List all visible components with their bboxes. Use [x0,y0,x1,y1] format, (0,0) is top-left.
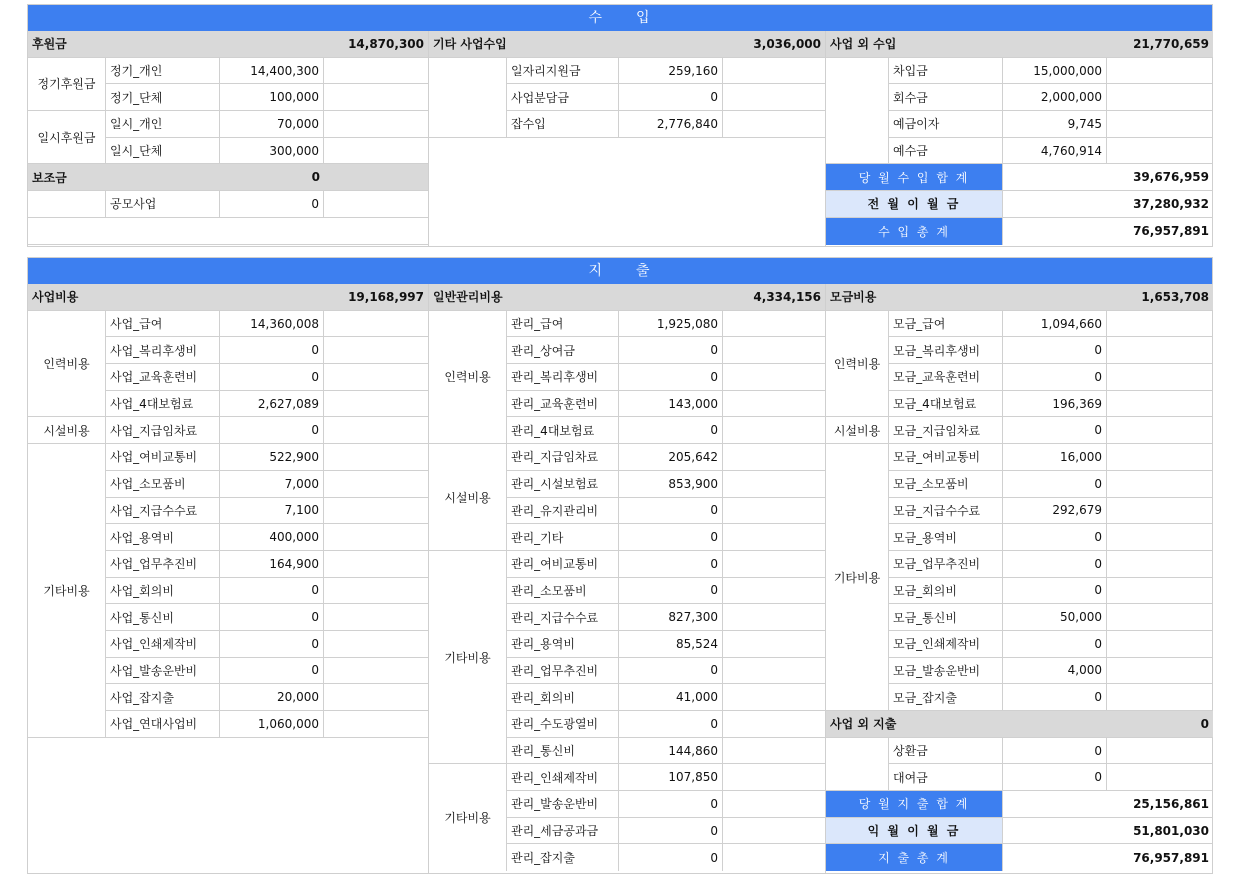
item-label: 모금_소모품비 [889,471,1003,498]
empty-cell [324,604,428,631]
empty-cell [723,84,825,111]
empty-cell [324,417,428,444]
carry-forward-value: 51,801,030 [1003,818,1213,845]
item-label: 관리_여비교통비 [507,551,619,578]
carried-over-value: 37,280,932 [1003,191,1213,218]
item-value: 20,000 [220,684,324,711]
item-value: 0 [619,658,723,685]
item-value: 0 [220,417,324,444]
item-value: 0 [619,818,723,845]
item-label: 일시_개인 [106,111,220,138]
item-value: 0 [1003,417,1107,444]
item-label: 관리_잡지출 [507,844,619,871]
item-value: 15,000,000 [1003,58,1107,85]
item-label: 사업_지급수수료 [106,498,220,525]
item-label: 차입금 [889,58,1003,85]
empty-cell [723,58,825,85]
item-label: 관리_인쇄제작비 [507,764,619,791]
item-label: 관리_발송운반비 [507,791,619,818]
empty-cell [723,711,825,738]
group-personnel: 인력비용 [826,311,889,418]
item-label: 관리_통신비 [507,738,619,765]
item-label: 일시_단체 [106,138,220,165]
empty-cell [723,578,825,605]
item-value: 9,745 [1003,111,1107,138]
income-grand-total-value: 76,957,891 [1133,224,1209,239]
item-label: 사업_발송운반비 [106,658,220,685]
item-label: 모금_4대보험료 [889,391,1003,418]
empty-cell [324,578,428,605]
group-personnel: 인력비용 [429,311,507,444]
business-expense-header: 사업비용 [28,284,220,311]
item-label: 사업_급여 [106,311,220,338]
item-label: 관리_복리후생비 [507,364,619,391]
empty-cell [1107,498,1213,525]
other-business-total: 3,036,000 [619,31,825,58]
item-value: 259,160 [619,58,723,85]
empty-cell [1107,684,1213,711]
item-value: 0 [619,578,723,605]
group-regular: 정기후원금 [28,58,106,111]
item-value: 2,627,089 [220,391,324,418]
item-label: 관리_교육훈련비 [507,391,619,418]
item-value: 164,900 [220,551,324,578]
empty-cell [723,337,825,364]
item-value: 70,000 [220,111,324,138]
item-label: 회수금 [889,84,1003,111]
item-value: 0 [220,337,324,364]
fundraising-expense-column [826,284,1214,873]
empty-cell [1107,551,1213,578]
empty-cell [1107,138,1213,165]
empty-cell [1107,471,1213,498]
sponsorship-total: 14,870,300 [220,31,428,58]
empty-cell [723,764,825,791]
item-value: 292,679 [1003,498,1107,525]
item-label: 관리_기타 [507,524,619,551]
empty-cell [324,391,428,418]
item-label: 모금_여비교통비 [889,444,1003,471]
group-onetime: 일시후원금 [28,111,106,164]
item-value: 2,776,840 [619,111,723,138]
item-value: 0 [619,337,723,364]
empty-cell [1107,364,1213,391]
item-label: 관리_시설보험료 [507,471,619,498]
item-value: 522,900 [220,444,324,471]
item-value: 107,850 [619,764,723,791]
empty-cell [723,524,825,551]
item-label: 잡수입 [507,111,619,138]
item-label: 모금_통신비 [889,604,1003,631]
empty-cell [723,471,825,498]
monthly-expense-total-value: 25,156,861 [1003,791,1213,818]
carry-forward-label: 익 월 이 월 금 [826,818,1003,845]
item-value: 85,524 [619,631,723,658]
expense-grand-total-label: 지 출 총 계 [826,844,1003,871]
monthly-income-total-value: 39,676,959 [1003,164,1213,191]
empty-cell [723,551,825,578]
item-label: 모금_회의비 [889,578,1003,605]
item-value: 300,000 [220,138,324,165]
group-other: 기타비용 [28,444,106,738]
item-value: 0 [619,498,723,525]
fundraising-expense-total: 1,653,708 [1003,284,1213,311]
item-label: 예수금 [889,138,1003,165]
item-value: 100,000 [220,84,324,111]
item-value: 0 [1003,684,1107,711]
item-label: 관리_상여금 [507,337,619,364]
item-value: 853,900 [619,471,723,498]
empty-cell [324,111,428,138]
item-value: 41,000 [619,684,723,711]
item-value: 0 [1003,471,1107,498]
item-label: 관리_급여 [507,311,619,338]
empty-cell [324,444,428,471]
item-label: 사업_연대사업비 [106,711,220,738]
income-section [27,4,1213,247]
empty-cell [1107,444,1213,471]
item-label: 모금_급여 [889,311,1003,338]
item-label: 사업_소모품비 [106,471,220,498]
item-label: 모금_복리후생비 [889,337,1003,364]
item-label: 사업분담금 [507,84,619,111]
item-value: 0 [1003,738,1107,765]
expense-section [27,257,1213,874]
item-label: 모금_교육훈련비 [889,364,1003,391]
group-other-2: 기타비용 [429,764,507,871]
empty-cell [324,684,428,711]
empty-cell [1107,337,1213,364]
item-value: 50,000 [1003,604,1107,631]
empty-cell [723,444,825,471]
monthly-income-total-label: 당 월 수 입 합 계 [826,164,1003,191]
item-label: 관리_유지관리비 [507,498,619,525]
item-label: 모금_인쇄제작비 [889,631,1003,658]
item-label: 상환금 [889,738,1003,765]
empty-cell [1107,391,1213,418]
empty-cell [1107,311,1213,338]
empty-cell [324,84,428,111]
item-value: 0 [1003,524,1107,551]
item-value: 196,369 [1003,391,1107,418]
item-value: 0 [619,844,723,871]
empty-cell [1107,111,1213,138]
empty-cell [723,791,825,818]
fundraising-expense-header: 모금비용 [826,284,1003,311]
empty-cell [324,658,428,685]
empty-cell [826,738,889,791]
admin-expense-total: 4,334,156 [619,284,825,311]
sponsorship-column [28,31,428,246]
item-value: 0 [1003,551,1107,578]
item-value: 143,000 [619,391,723,418]
empty-row [28,218,428,245]
empty-cell [723,684,825,711]
item-value: 0 [1003,364,1107,391]
item-value: 0 [1003,578,1107,605]
item-value: 4,000 [1003,658,1107,685]
empty-cell [826,58,889,165]
empty-cell [28,191,106,218]
monthly-expense-total-label: 당 월 지 출 합 계 [826,791,1003,818]
business-expense-total: 19,168,997 [220,284,428,311]
item-label: 정기_단체 [106,84,220,111]
item-label: 공모사업 [106,191,220,218]
item-label: 사업_업무추진비 [106,551,220,578]
item-label: 관리_지급수수료 [507,604,619,631]
item-label: 대여금 [889,764,1003,791]
item-label: 사업_통신비 [106,604,220,631]
group-other: 기타비용 [826,444,889,711]
carried-over-label: 전 월 이 월 금 [826,191,1003,218]
empty-cell [723,498,825,525]
empty-cell [324,337,428,364]
empty-cell [723,738,825,765]
item-label: 사업_복리후생비 [106,337,220,364]
admin-expense-column [429,284,825,873]
item-label: 관리_수도광열비 [507,711,619,738]
sponsorship-header: 후원금 [28,31,220,58]
item-label: 모금_용역비 [889,524,1003,551]
item-value: 0 [619,364,723,391]
item-value: 0 [619,711,723,738]
empty-cell [1107,604,1213,631]
item-label: 모금_업무추진비 [889,551,1003,578]
empty-cell [1107,631,1213,658]
empty-cell [324,631,428,658]
admin-expense-header: 일반관리비용 [429,284,619,311]
item-label: 사업_잡지출 [106,684,220,711]
item-label: 사업_회의비 [106,578,220,605]
item-value: 0 [220,604,324,631]
empty-cell [429,58,507,138]
item-label: 관리_회의비 [507,684,619,711]
item-label: 모금_잡지출 [889,684,1003,711]
item-label: 예금이자 [889,111,1003,138]
empty-cell [324,711,428,738]
empty-cell [723,604,825,631]
group-personnel: 인력비용 [28,311,106,418]
item-value: 144,860 [619,738,723,765]
non-business-expense-header: 사업 외 지출 [826,711,1003,738]
other-business-column [429,31,825,246]
item-label: 관리_4대보험료 [507,417,619,444]
non-business-income-total: 21,770,659 [1003,31,1213,58]
non-business-income-column [826,31,1214,246]
item-label: 관리_업무추진비 [507,658,619,685]
empty-cell [723,818,825,845]
empty-cell [324,364,428,391]
empty-cell [723,631,825,658]
business-expense-column [28,284,428,873]
item-value: 0 [619,417,723,444]
item-label: 관리_용역비 [507,631,619,658]
group-facility: 시설비용 [28,417,106,444]
item-label: 사업_4대보험료 [106,391,220,418]
item-label: 관리_소모품비 [507,578,619,605]
expense-banner: 지 출 [28,258,1212,284]
empty-cell [1107,764,1213,791]
item-value: 0 [1003,764,1107,791]
empty-cell [324,164,428,191]
empty-cell [324,191,428,218]
item-value: 400,000 [220,524,324,551]
empty-cell [324,471,428,498]
subsidy-total: 0 [220,164,324,191]
empty-cell [723,391,825,418]
empty-cell [723,844,825,871]
item-value: 0 [220,631,324,658]
item-value: 2,000,000 [1003,84,1107,111]
empty-cell [723,111,825,138]
group-facility: 시설비용 [826,417,889,444]
item-label: 사업_용역비 [106,524,220,551]
item-value: 0 [619,791,723,818]
item-value: 4,760,914 [1003,138,1107,165]
item-label: 사업_인쇄제작비 [106,631,220,658]
non-business-expense-total: 0 [1003,711,1213,738]
expense-grand-total-value: 76,957,891 [1133,850,1209,865]
item-value: 7,000 [220,471,324,498]
empty-cell [324,311,428,338]
item-label: 정기_개인 [106,58,220,85]
empty-cell [324,551,428,578]
item-value: 16,000 [1003,444,1107,471]
item-value: 0 [220,191,324,218]
empty-cell [1107,738,1213,765]
empty-cell [1107,417,1213,444]
item-value: 827,300 [619,604,723,631]
empty-cell [1107,58,1213,85]
item-value: 0 [619,524,723,551]
item-value: 205,642 [619,444,723,471]
item-value: 0 [619,551,723,578]
item-value: 0 [220,658,324,685]
item-label: 모금_지급수수료 [889,498,1003,525]
item-value: 14,400,300 [220,58,324,85]
other-business-header: 기타 사업수입 [429,31,619,58]
item-value: 0 [220,364,324,391]
item-label: 관리_세금공과금 [507,818,619,845]
subsidy-header: 보조금 [28,164,220,191]
empty-cell [324,498,428,525]
group-other: 기타비용 [429,551,507,765]
item-value: 0 [1003,337,1107,364]
income-banner: 수 입 [28,5,1212,31]
income-grand-total-label: 수 입 총 계 [826,218,1003,245]
empty-cell [723,311,825,338]
item-label: 관리_지급임차료 [507,444,619,471]
empty-cell [723,658,825,685]
item-label: 사업_지급임차료 [106,417,220,444]
item-label: 사업_교육훈련비 [106,364,220,391]
item-label: 모금_발송운반비 [889,658,1003,685]
item-value: 0 [220,578,324,605]
empty-cell [1107,84,1213,111]
item-value: 0 [619,84,723,111]
item-value: 0 [1003,631,1107,658]
empty-cell [324,138,428,165]
group-facility: 시설비용 [429,444,507,551]
empty-cell [723,364,825,391]
item-label: 일자리지원금 [507,58,619,85]
item-label: 사업_여비교통비 [106,444,220,471]
item-value: 7,100 [220,498,324,525]
item-value: 1,094,660 [1003,311,1107,338]
empty-cell [324,524,428,551]
empty-cell [723,417,825,444]
empty-cell [1107,658,1213,685]
empty-cell [324,58,428,85]
empty-cell [1107,578,1213,605]
non-business-income-header: 사업 외 수입 [826,31,1003,58]
item-label: 모금_지급임차료 [889,417,1003,444]
empty-cell [1107,524,1213,551]
item-value: 14,360,008 [220,311,324,338]
item-value: 1,925,080 [619,311,723,338]
item-value: 1,060,000 [220,711,324,738]
